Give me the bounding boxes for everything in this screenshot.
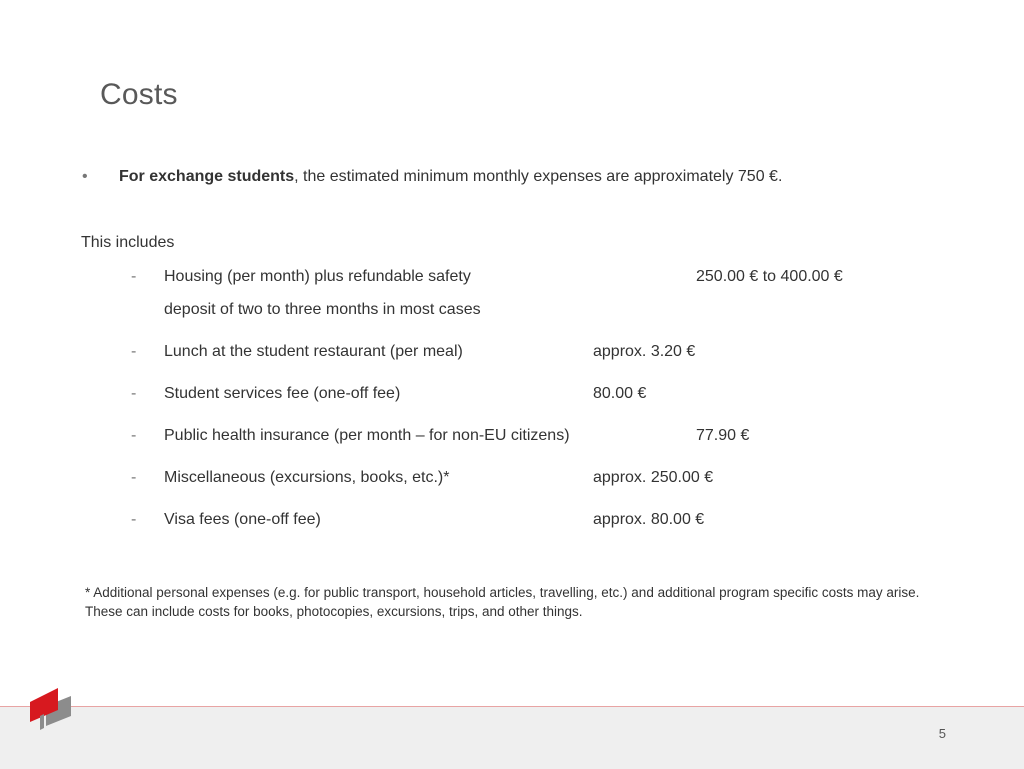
item-dash: - <box>131 385 137 402</box>
item-label-continuation: deposit of two to three months in most cases <box>164 301 481 318</box>
university-logo <box>28 686 74 730</box>
item-dash: - <box>131 469 137 486</box>
includes-heading: This includes <box>81 234 175 251</box>
item-label: Lunch at the student restaurant (per meal) <box>164 343 463 360</box>
item-value: 250.00 € to 400.00 € <box>696 268 843 285</box>
item-value: 80.00 € <box>593 385 647 402</box>
page-title: Costs <box>100 78 178 111</box>
item-dash: - <box>131 268 137 285</box>
item-label: Housing (per month) plus refundable safety <box>164 268 471 285</box>
bullet-exchange-students <box>82 168 782 186</box>
item-dash: - <box>131 343 137 360</box>
item-label: Miscellaneous (excursions, books, etc.)* <box>164 469 450 486</box>
bullet-rest-text: , the estimated minimum monthly expenses are approximately 750 €. <box>294 168 783 185</box>
item-label: Visa fees (one-off fee) <box>164 511 321 528</box>
item-value: approx. 80.00 € <box>593 511 705 528</box>
item-value: approx. 3.20 € <box>593 343 696 360</box>
item-dash: - <box>131 511 137 528</box>
item-label: Public health insurance (per month – for non-EU citizens) <box>164 427 570 444</box>
item-value: approx. 250.00 € <box>593 469 714 486</box>
item-value: 77.90 € <box>696 427 750 444</box>
bullet-symbol: • <box>82 168 88 185</box>
page-number: 5 <box>938 726 946 741</box>
item-label: Student services fee (one-off fee) <box>164 385 401 402</box>
logo-stem <box>40 714 44 730</box>
footnote: * Additional personal expenses (e.g. for public transport, household articles, travelling, etc.) and additional program specific costs may arise. These can include costs for books, photocopies, excursions, trips, and other things. <box>85 585 920 619</box>
footer-band <box>0 706 1024 769</box>
item-dash: - <box>131 427 137 444</box>
bullet-bold-text: For exchange students <box>119 168 295 185</box>
